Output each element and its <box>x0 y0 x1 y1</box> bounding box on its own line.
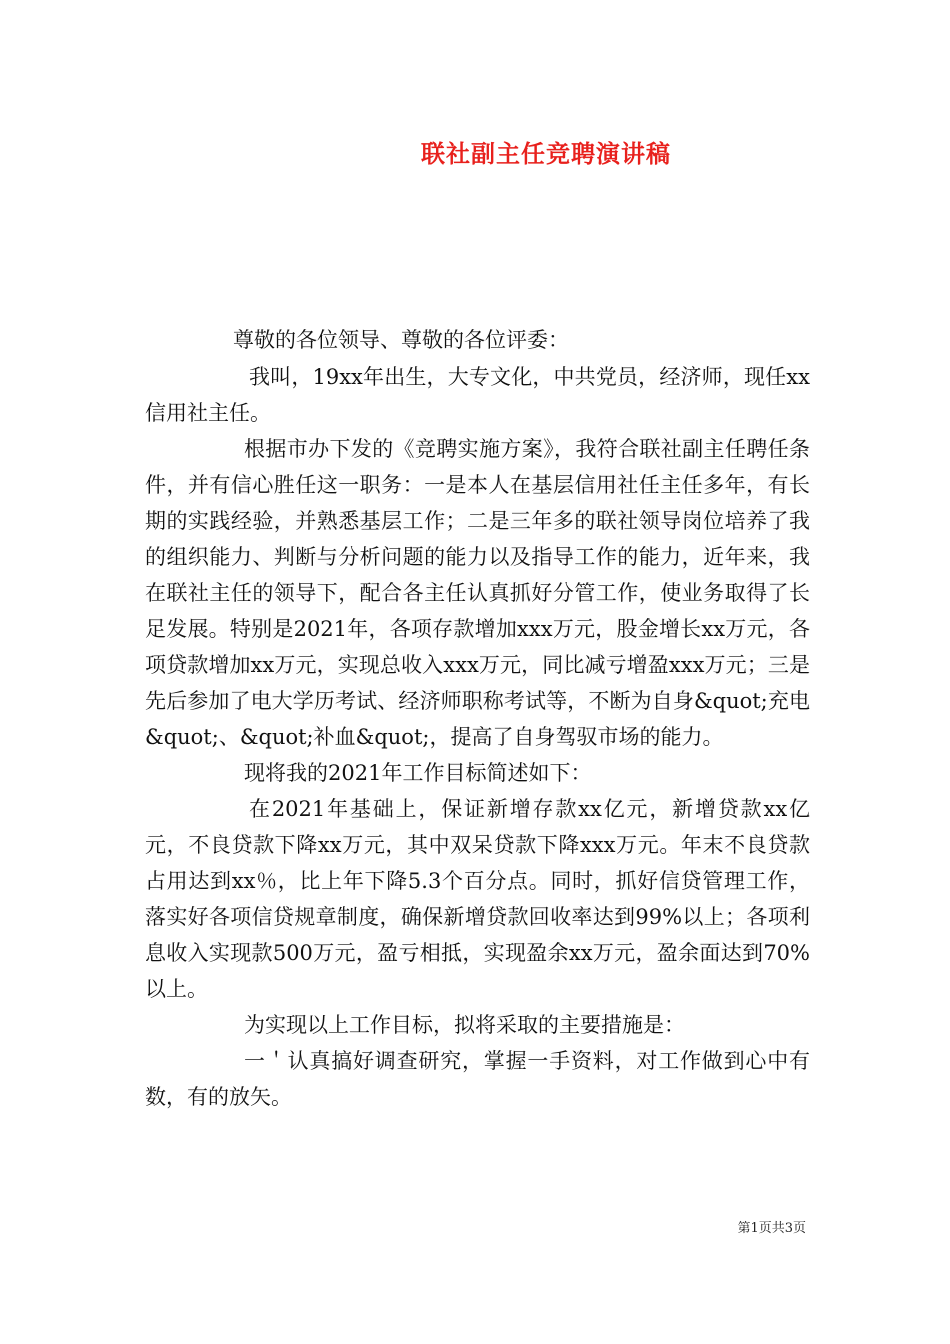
document-title: 联社副主任竞聘演讲稿 <box>421 139 671 168</box>
measures-intro-paragraph: 为实现以上工作目标，拟将采取的主要措施是： <box>244 1013 685 1037</box>
page-number: 第1页共3页 <box>737 1221 806 1236</box>
goals-intro-paragraph: 现将我的2021年工作目标简述如下： <box>244 761 592 785</box>
qualification-paragraph: 根据市办下发的《竞聘实施方案》，我符合联社副主任聘任条件，并有信心胜任这一职务：一是本人在基层信用社任主任多年，有长期的实践经验，并熟悉基层工作；二是三年多的联社领导岗位培养了我的组织能力、判断与分析问题的能力以及指导工作的能力，近年来，我在联社主任的领导下，配合各主任认真抓好分管工作，使业务取得了长足发展。特别是2021年，各项存款增加xxx万元，股金增长xx万元，各项贷款增加xx万元，实现总收入xxx万元，同比减亏增盈xxx万元；三是先后参加了电大学历考试、经济师职称考试等，不断为自身&quot;充电&quot;、&quot;补血&quot;，提高了自身驾驭市场的能力。 <box>145 437 810 749</box>
measure-one-paragraph: 一＇认真搞好调查研究，掌握一手资料，对工作做到心中有数，有的放矢。 <box>145 1049 810 1109</box>
goals-paragraph: 在2021年基础上，保证新增存款xx亿元，新增贷款xx亿元，不良贷款下降xx万元，其中双呆贷款下降xxx万元。年末不良贷款占用达到xx％，比上年下降5.3个百分点。同时，抓好信贷管理工作，落实好各项信贷规章制度，确保新增贷款回收率达到99%以上；各项利息收入实现款500万元，盈亏相抵，实现盈余xx万元，盈余面达到70%以上。 <box>145 797 810 1001</box>
document-body <box>145 322 810 1115</box>
introduction-paragraph: 我叫，19xx年出生，大专文化，中共党员，经济师，现任xx信用社主任。 <box>145 365 810 425</box>
greeting-paragraph: 尊敬的各位领导、尊敬的各位评委： <box>233 328 569 352</box>
